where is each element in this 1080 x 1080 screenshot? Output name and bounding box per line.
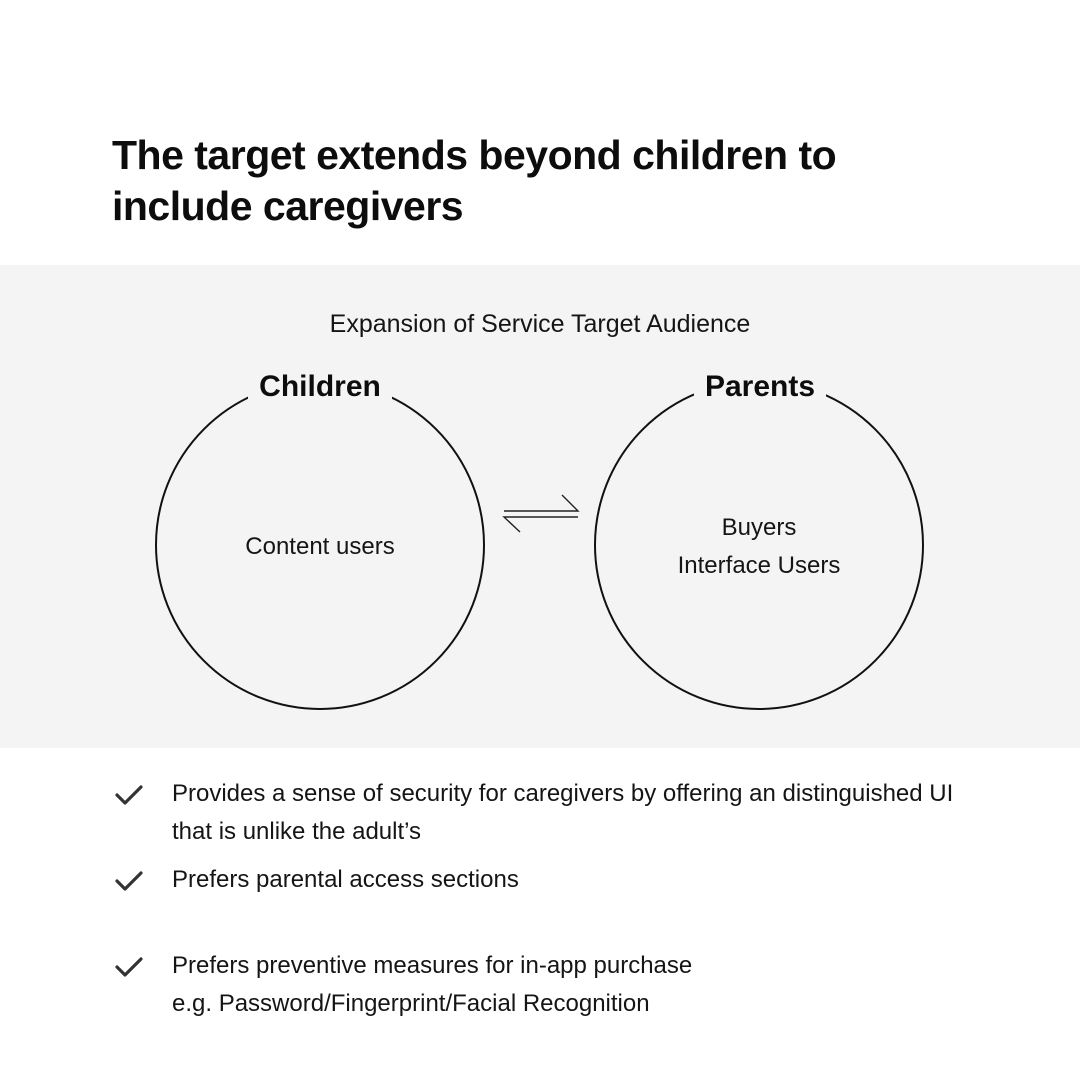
parents-description xyxy=(594,509,924,585)
list-item-line: that is unlike the adult’s xyxy=(172,818,422,845)
children-description xyxy=(155,528,485,566)
page-title-line-1: The target extends beyond children to xyxy=(112,132,837,178)
checkmark-icon xyxy=(112,867,146,895)
diagram-heading: Expansion of Service Target Audience xyxy=(329,310,751,338)
bidirectional-arrows-icon xyxy=(500,490,582,536)
checkmark-icon xyxy=(112,953,146,981)
page-title xyxy=(112,130,972,232)
parents-role-2: Interface Users xyxy=(677,552,841,579)
list-item-line: Prefers parental access sections xyxy=(172,866,519,893)
list-item-line: e.g. Password/Fingerprint/Facial Recognition xyxy=(172,990,650,1017)
page-title-line-2: include caregivers xyxy=(112,183,464,229)
list-item-line: Prefers preventive measures for in-app purchase xyxy=(172,952,693,979)
list-item-text xyxy=(172,775,1002,851)
list-item-line: Provides a sense of security for caregivers by offering an distinguished UI xyxy=(172,780,954,807)
checkmark-icon xyxy=(112,781,146,809)
list-item-text xyxy=(172,861,1002,899)
children-label: Children xyxy=(248,366,392,408)
parents-label: Parents xyxy=(694,366,826,408)
parents-role-1: Buyers xyxy=(721,514,797,541)
children-role-1: Content users xyxy=(245,533,395,560)
list-item-text xyxy=(172,947,1002,1023)
